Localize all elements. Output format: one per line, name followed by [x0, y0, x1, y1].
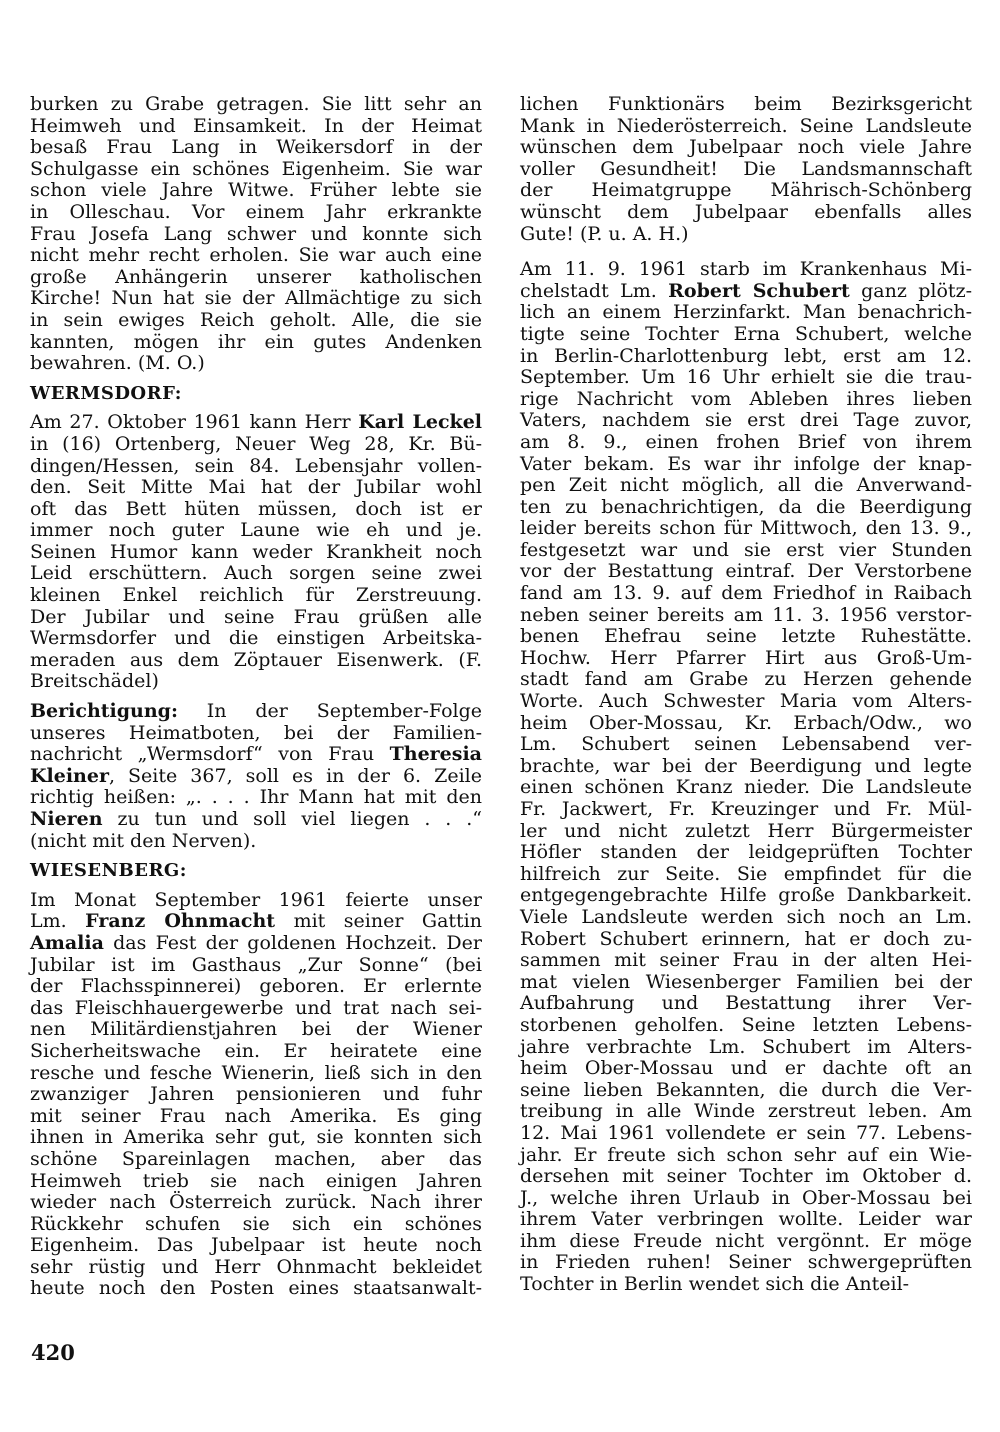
text-line: Heimweh trieb sie nach einigen Jahren	[30, 1169, 482, 1192]
text-line: Sicherheitswache ein. Er heiratete eine	[30, 1039, 482, 1062]
text-run: Am 27. Oktober 1961 kann Herr	[30, 411, 359, 434]
text-line: in Frieden ruhen! Seiner schwergeprüften	[520, 1251, 972, 1274]
text-line: bewahren. (M. O.)	[30, 352, 205, 375]
text-run: ganz plötz-	[849, 279, 972, 302]
text-line: Fr. Jackwert, Fr. Kreuzinger und Fr. Mül-	[520, 798, 972, 820]
text-run: zu tun und soll viel liegen . . .“	[102, 808, 482, 830]
text-line: wieder nach Österreich zurück. Nach ihrer	[30, 1191, 482, 1214]
text-line: neben seiner bereits am 11. 3. 1956 verstor-	[520, 603, 972, 626]
text-line: Aufbahrung und Bestattung ihrer Ver-	[520, 992, 972, 1015]
correction-paragraph	[30, 701, 482, 852]
text-line: storbenen geholfen. Seine letzten Lebens-	[520, 1013, 972, 1036]
person-name: Karl Leckel	[358, 411, 482, 434]
text-line: besaß Frau Lang in Weikersdorf in der	[30, 136, 482, 159]
text-line: Frau Josefa Lang schwer und konnte sich	[30, 222, 482, 245]
text-line: Seinen Humor kann weder Krankheit noch	[30, 540, 482, 563]
text-line: benen Ehefrau seine letzte Ruhestätte.	[520, 625, 972, 648]
person-name: Kleiner	[30, 764, 109, 787]
text-line: Hochw. Herr Pfarrer Hirt aus Groß-Um-	[520, 646, 972, 669]
text-line: mit seiner Frau nach Amerika. Es ging	[30, 1104, 482, 1127]
text-line: Kirche! Nun hat sie der Allmächtige zu sich	[30, 287, 482, 310]
text-line: stadt fand am Grabe zu Herzen gehende	[520, 668, 972, 691]
text-line: in sein ewiges Reich geholt. Alle, die sie	[30, 308, 482, 331]
golden-wedding-continuation	[520, 94, 972, 245]
text-line: Gute! (P. u. A. H.)	[520, 222, 689, 245]
text-line: heim Ober-Mossau, Kr. Erbach/Odw., wo	[520, 711, 972, 734]
text-line: Robert Schubert erinnern, hat er doch zu-	[520, 927, 972, 950]
text-line: große Anhängerin unserer katholischen	[30, 265, 482, 288]
person-name: Amalia	[30, 931, 104, 954]
text-line: ihm diese Freude nicht vergönnt. Er möge	[520, 1229, 972, 1252]
obituary-lang-paragraph	[30, 94, 482, 375]
text-line: Breitschädel)	[30, 670, 159, 693]
text-line	[520, 281, 972, 303]
text-line	[30, 809, 482, 831]
text-line: heute noch den Posten eines staatsanwalt-	[30, 1277, 482, 1300]
text-line: Am 11. 9. 1961 starb im Krankenhaus Mi-	[520, 258, 972, 281]
text-line	[30, 701, 482, 723]
text-line: Jubilar ist im Gasthaus „Zur Sonne“ (bei	[30, 953, 482, 976]
text-line: hilfreich zur Seite. Sie empfindet für die	[520, 862, 972, 885]
text-line: Eigenheim. Das Jubelpaar ist heute noch	[30, 1234, 482, 1257]
text-line: lich an einem Herzinfarkt. Man benachrich-	[520, 301, 972, 324]
text-line: meraden aus dem Zöptauer Eisenwerk. (F.	[30, 648, 482, 671]
text-line: oft das Bett hüten müssen, doch ist er	[30, 497, 482, 520]
text-line: lichen Funktionärs beim Bezirksgericht	[520, 93, 972, 115]
text-line: das Fleischhauergewerbe und trat nach sei-	[30, 996, 482, 1019]
text-line: der Flachsspinnerei) geboren. Er erlernte	[30, 975, 482, 998]
text-line: Lm. Schubert seinen Lebensabend ver-	[520, 733, 972, 756]
text-line: kleinen Enkel reichlich für Zerstreuung.	[30, 584, 482, 607]
text-line: jahr. Er freute sich schon sehr auf ein Wie-	[520, 1143, 972, 1166]
text-line: Heimweh und Einsamkeit. In der Heimat	[30, 114, 482, 137]
text-line: heim Ober-Mossau und er dachte oft an	[520, 1057, 972, 1080]
text-line: Vaters, nachdem sie erst drei Tage zuvor,	[520, 409, 972, 432]
text-run: chelstadt Lm.	[520, 279, 669, 302]
text-line: Worte. Auch Schwester Maria vom Alters-	[520, 690, 972, 713]
text-line: unseres Heimatboten, bei der Familien-	[30, 721, 482, 744]
text-line: dersehen mit seiner Tochter im Oktober d.	[520, 1165, 972, 1188]
text-line: einen schönen Kranz nieder. Die Landsleute	[520, 776, 972, 799]
text-line: Rückkehr schufen sie sich ein schönes	[30, 1212, 482, 1235]
text-line: sehr rüstig und Herr Ohnmacht bekleidet	[30, 1255, 482, 1278]
text-line: sammen mit seiner Frau in der alten Hei-	[520, 949, 972, 972]
text-line: immer noch guter Laune wie eh und je.	[30, 519, 482, 542]
text-line: am 8. 9., einen frohen Brief von ihrem	[520, 430, 972, 453]
text-line: rige Nachricht vom Ableben ihres lieben	[520, 387, 972, 410]
text-line: kannten, mögen ihr ein gutes Andenken	[30, 330, 482, 353]
text-line	[30, 744, 482, 766]
text-run: In der September-Folge	[177, 700, 482, 723]
text-line: brachte, war bei der Beerdigung und legte	[520, 754, 972, 777]
text-line: (nicht mit den Nerven).	[30, 829, 257, 852]
text-line: schon viele Jahre Witwe. Früher lebte sie	[30, 179, 482, 202]
text-run: Lm.	[30, 910, 86, 933]
text-line: tigte seine Tochter Erna Schubert, welche	[520, 322, 972, 345]
text-run: nachricht „Wermsdorf“ von Frau	[30, 743, 390, 766]
text-line: September. Um 16 Uhr erhielt sie die trau-	[520, 366, 972, 389]
text-line: Höfler standen der leidgeprüften Tochter	[520, 841, 972, 864]
text-line: leider bereits schon für Mittwoch, den 13. 9.,	[520, 517, 972, 540]
text-line: in (16) Ortenberg, Neuer Weg 28, Kr. Bü-	[30, 432, 482, 455]
birthday-leckel-paragraph	[30, 412, 482, 693]
text-line: zwanziger Jahren pensionieren und fuhr	[30, 1083, 482, 1106]
text-line: in Berlin-Charlottenburg lebt, erst am 12.	[520, 344, 972, 367]
text-line	[30, 766, 482, 788]
text-run: das Fest der goldenen Hochzeit. Der	[103, 931, 482, 954]
text-line: Mank in Niederösterreich. Seine Landsleute	[520, 114, 972, 137]
text-line: 12. Mai 1961 vollendete er sein 77. Lebens-	[520, 1121, 972, 1144]
text-line: seine lieben Bekannten, die durch die Ver-	[520, 1078, 972, 1101]
text-line: pen Zeit nicht möglich, all die Anverwand-	[520, 474, 972, 497]
text-line: wünschen dem Jubelpaar noch viele Jahre	[520, 136, 972, 159]
text-run: mit seiner Gattin	[275, 910, 482, 933]
text-line: resche und fesche Wienerin, ließ sich in den	[30, 1061, 482, 1084]
text-line: Tochter in Berlin wendet sich die Anteil-	[520, 1273, 910, 1296]
person-name: Franz Ohnmacht	[85, 910, 276, 933]
correction-label: Berichtigung:	[30, 700, 178, 723]
text-line: dingen/Hessen, sein 84. Lebensjahr vollen-	[30, 454, 482, 477]
text-line: mat vielen Wiesenberger Familien bei der	[520, 970, 972, 993]
text-line: Vater bekam. Es war ihr infolge der knap-	[520, 452, 972, 475]
text-line: ihrem Vater verbringen wollte. Leider war	[520, 1208, 972, 1231]
text-line: wünscht dem Jubelpaar ebenfalls alles	[520, 200, 972, 223]
section-heading-wermsdorf: WERMSDORF:	[30, 382, 182, 404]
section-heading-wiesenberg: WIESENBERG:	[30, 860, 187, 882]
text-line: richtig heißen: „. . . . Ihr Mann hat mit den	[30, 786, 482, 809]
right-column	[520, 94, 972, 1304]
person-name: Theresia	[389, 743, 482, 766]
text-line: in Olleschau. Vor einem Jahr erkrankte	[30, 200, 482, 223]
obituary-schubert-paragraph	[520, 259, 972, 1296]
text-line: Schulgasse ein schönes Eigenheim. Sie war	[30, 157, 482, 180]
text-line: ihnen in Amerika sehr gut, sie konnten sich	[30, 1126, 482, 1149]
text-line: voller Gesundheit! Die Landsmannschaft	[520, 157, 972, 180]
text-run: , Seite 367, soll es in der 6. Zeile	[108, 764, 482, 787]
text-line: schöne Spareinlagen machen, aber das	[30, 1147, 482, 1170]
text-line: der Heimatgruppe Mährisch-Schönberg	[520, 179, 972, 202]
text-line	[30, 933, 482, 955]
text-line: nicht mehr recht erholen. Sie war auch eine	[30, 244, 482, 267]
person-name: Robert Schubert	[668, 279, 850, 302]
text-line: festgesetzt war und sie erst vier Stunden	[520, 538, 972, 561]
text-line: Der Jubilar und seine Frau grüßen alle	[30, 605, 482, 628]
text-line: J., welche ihren Urlaub in Ober-Mossau bei	[520, 1186, 972, 1209]
left-column	[30, 94, 482, 1308]
text-line: treibung in alle Winde zerstreut leben. Am	[520, 1100, 972, 1123]
text-line: jahre verbrachte Lm. Schubert im Alters-	[520, 1035, 972, 1058]
text-line: den. Seit Mitte Mai hat der Jubilar wohl	[30, 476, 482, 499]
text-line: burken zu Grabe getragen. Sie litt sehr an	[30, 93, 482, 115]
text-line: Leid erschüttern. Auch sorgen seine zwei	[30, 562, 482, 585]
text-line: ler und nicht zuletzt Herr Bürgermeister	[520, 819, 972, 842]
golden-wedding-paragraph	[30, 890, 482, 1300]
text-line: Viele Landsleute werden sich noch an Lm.	[520, 905, 972, 928]
text-line	[30, 911, 482, 933]
text-line	[30, 412, 482, 434]
text-line: ten zu benachrichtigen, da die Beerdigung	[520, 495, 972, 518]
text-line: fand am 13. 9. auf dem Friedhof in Raibach	[520, 582, 972, 605]
text-line: vor der Bestattung eintraf. Der Verstorbene	[520, 560, 972, 583]
emphasis-word: Nieren	[30, 808, 103, 830]
text-line: Wermsdorfer und die einstigen Arbeitska-	[30, 627, 482, 650]
text-line: nen Militärdienstjahren bei der Wiener	[30, 1018, 482, 1041]
text-line: Im Monat September 1961 feierte unser	[30, 888, 482, 911]
text-line: entgegengebrachte Hilfe große Dankbarkeit.	[520, 884, 972, 907]
page-number: 420	[31, 1340, 75, 1365]
